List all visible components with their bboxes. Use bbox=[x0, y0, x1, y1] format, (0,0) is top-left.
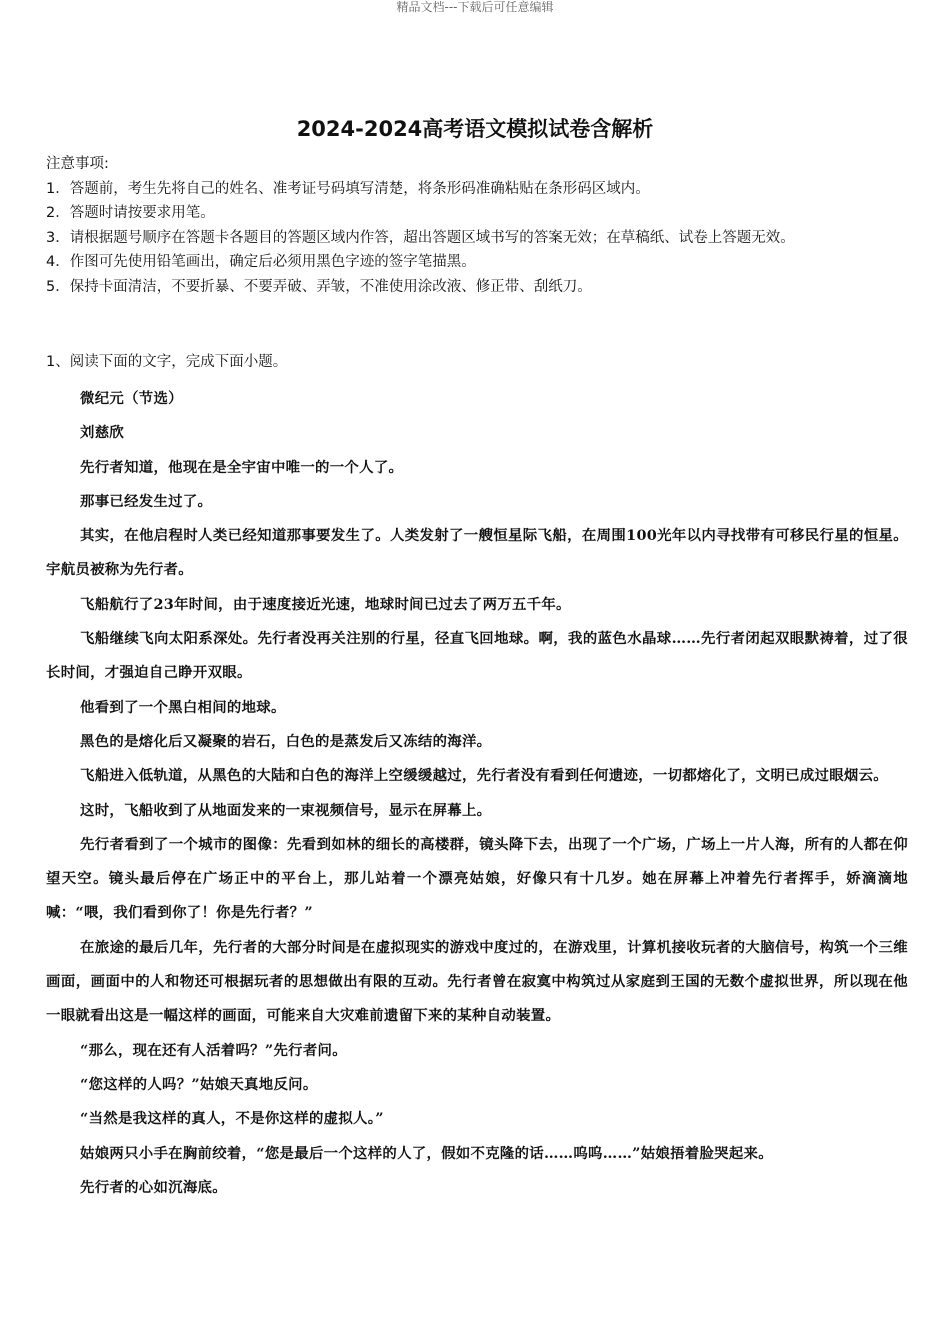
passage-paragraph: 先行者的心如沉海底。 bbox=[80, 1178, 227, 1196]
notes-item: 3．请根据题号顺序在答题卡各题目的答题区域内作答，超出答题区域书写的答案无效；在草稿纸、试卷上答题无效。 bbox=[46, 229, 795, 246]
notes-section bbox=[46, 152, 916, 300]
reading-passage bbox=[46, 382, 908, 1205]
passage-paragraph: 在旅途的最后几年，先行者的大部分时间是在虚拟现实的游戏中度过的，在游戏里，计算机接收玩者的大脑信号，构筑一个三维画面，画面中的人和物还可根据玩者的思想做出有限的互动。先行者曾在寂寞中构筑过从家庭到王国的无数个虚拟世界，所以现在他一眼就看出这是一幅这样的画面，可能来自大灾难前遗留下来的某种自动装置。 bbox=[46, 938, 908, 1025]
passage-paragraph: “您这样的人吗？”姑娘天真地反问。 bbox=[80, 1075, 318, 1093]
question-title: 1、阅读下面的文字，完成下面小题。 bbox=[46, 354, 288, 370]
passage-paragraph: 黑色的是熔化后又凝聚的岩石，白色的是蒸发后又冻结的海洋。 bbox=[80, 732, 492, 750]
passage-paragraph: 那事已经发生过了。 bbox=[80, 492, 213, 510]
page-header: 精品文档---下载后可任意编辑 bbox=[396, 0, 554, 14]
passage-paragraph: 这时，飞船收到了从地面发来的一束视频信号，显示在屏幕上。 bbox=[80, 801, 492, 819]
passage-paragraph: 飞船继续飞向太阳系深处。先行者没再关注别的行星，径直飞回地球。啊，我的蓝色水晶球……先行者闭起双眼默祷着，过了很长时间，才强迫自己睁开双眼。 bbox=[46, 630, 908, 682]
document-title: 2024-2024高考语文模拟试卷含解析 bbox=[296, 117, 654, 141]
passage-paragraph: 先行者知道，他现在是全宇宙中唯一的一个人了。 bbox=[80, 458, 404, 476]
passage-paragraph: 他看到了一个黑白相间的地球。 bbox=[80, 698, 286, 716]
notes-heading: 注意事项: bbox=[46, 156, 109, 172]
passage-author: 刘慈欣 bbox=[80, 424, 125, 442]
passage-paragraph: 飞船航行了23年时间，由于速度接近光速，地球时间已过去了两万五千年。 bbox=[80, 595, 571, 613]
passage-paragraph: “当然是我这样的真人，不是你这样的虚拟人。” bbox=[80, 1110, 384, 1128]
notes-item: 5．保持卡面清洁，不要折暴、不要弄破、弄皱，不准使用涂改液、修正带、刮纸刀。 bbox=[46, 278, 592, 295]
notes-item: 1．答题前，考生先将自己的姓名、准考证号码填写清楚，将条形码准确粘贴在条形码区域内。 bbox=[46, 180, 650, 197]
notes-item: 2．答题时请按要求用笔。 bbox=[46, 205, 215, 222]
notes-item: 4．作图可先使用铅笔画出，确定后必须用黑色字迹的签字笔描黑。 bbox=[46, 254, 476, 271]
passage-paragraph: 其实，在他启程时人类已经知道那事要发生了。人类发射了一艘恒星际飞船，在周围100光年以内寻找带有可移民行星的恒星。宇航员被称为先行者。 bbox=[46, 527, 908, 579]
passage-paragraph: 姑娘两只小手在胸前绞着，“您是最后一个这样的人了，假如不克隆的话……呜呜……”姑娘捂着脸哭起来。 bbox=[80, 1144, 773, 1162]
passage-paragraph: 飞船进入低轨道，从黑色的大陆和白色的海洋上空缓缓越过，先行者没有看到任何遗迹，一切都熔化了，文明已成过眼烟云。 bbox=[80, 767, 888, 785]
passage-title: 微纪元（节选） bbox=[80, 390, 183, 407]
passage-paragraph: 先行者看到了一个城市的图像：先看到如林的细长的高楼群，镜头降下去，出现了一个广场，广场上一片人海，所有的人都在仰望天空。镜头最后停在广场正中的平台上，那儿站着一个漂亮姑娘，好像只有十几岁。她在屏幕上冲着先行者挥手，娇滴滴地喊：“喂，我们看到你了！你是先行者？” bbox=[46, 835, 908, 922]
passage-paragraph: “那么，现在还有人活着吗？”先行者问。 bbox=[80, 1041, 347, 1059]
